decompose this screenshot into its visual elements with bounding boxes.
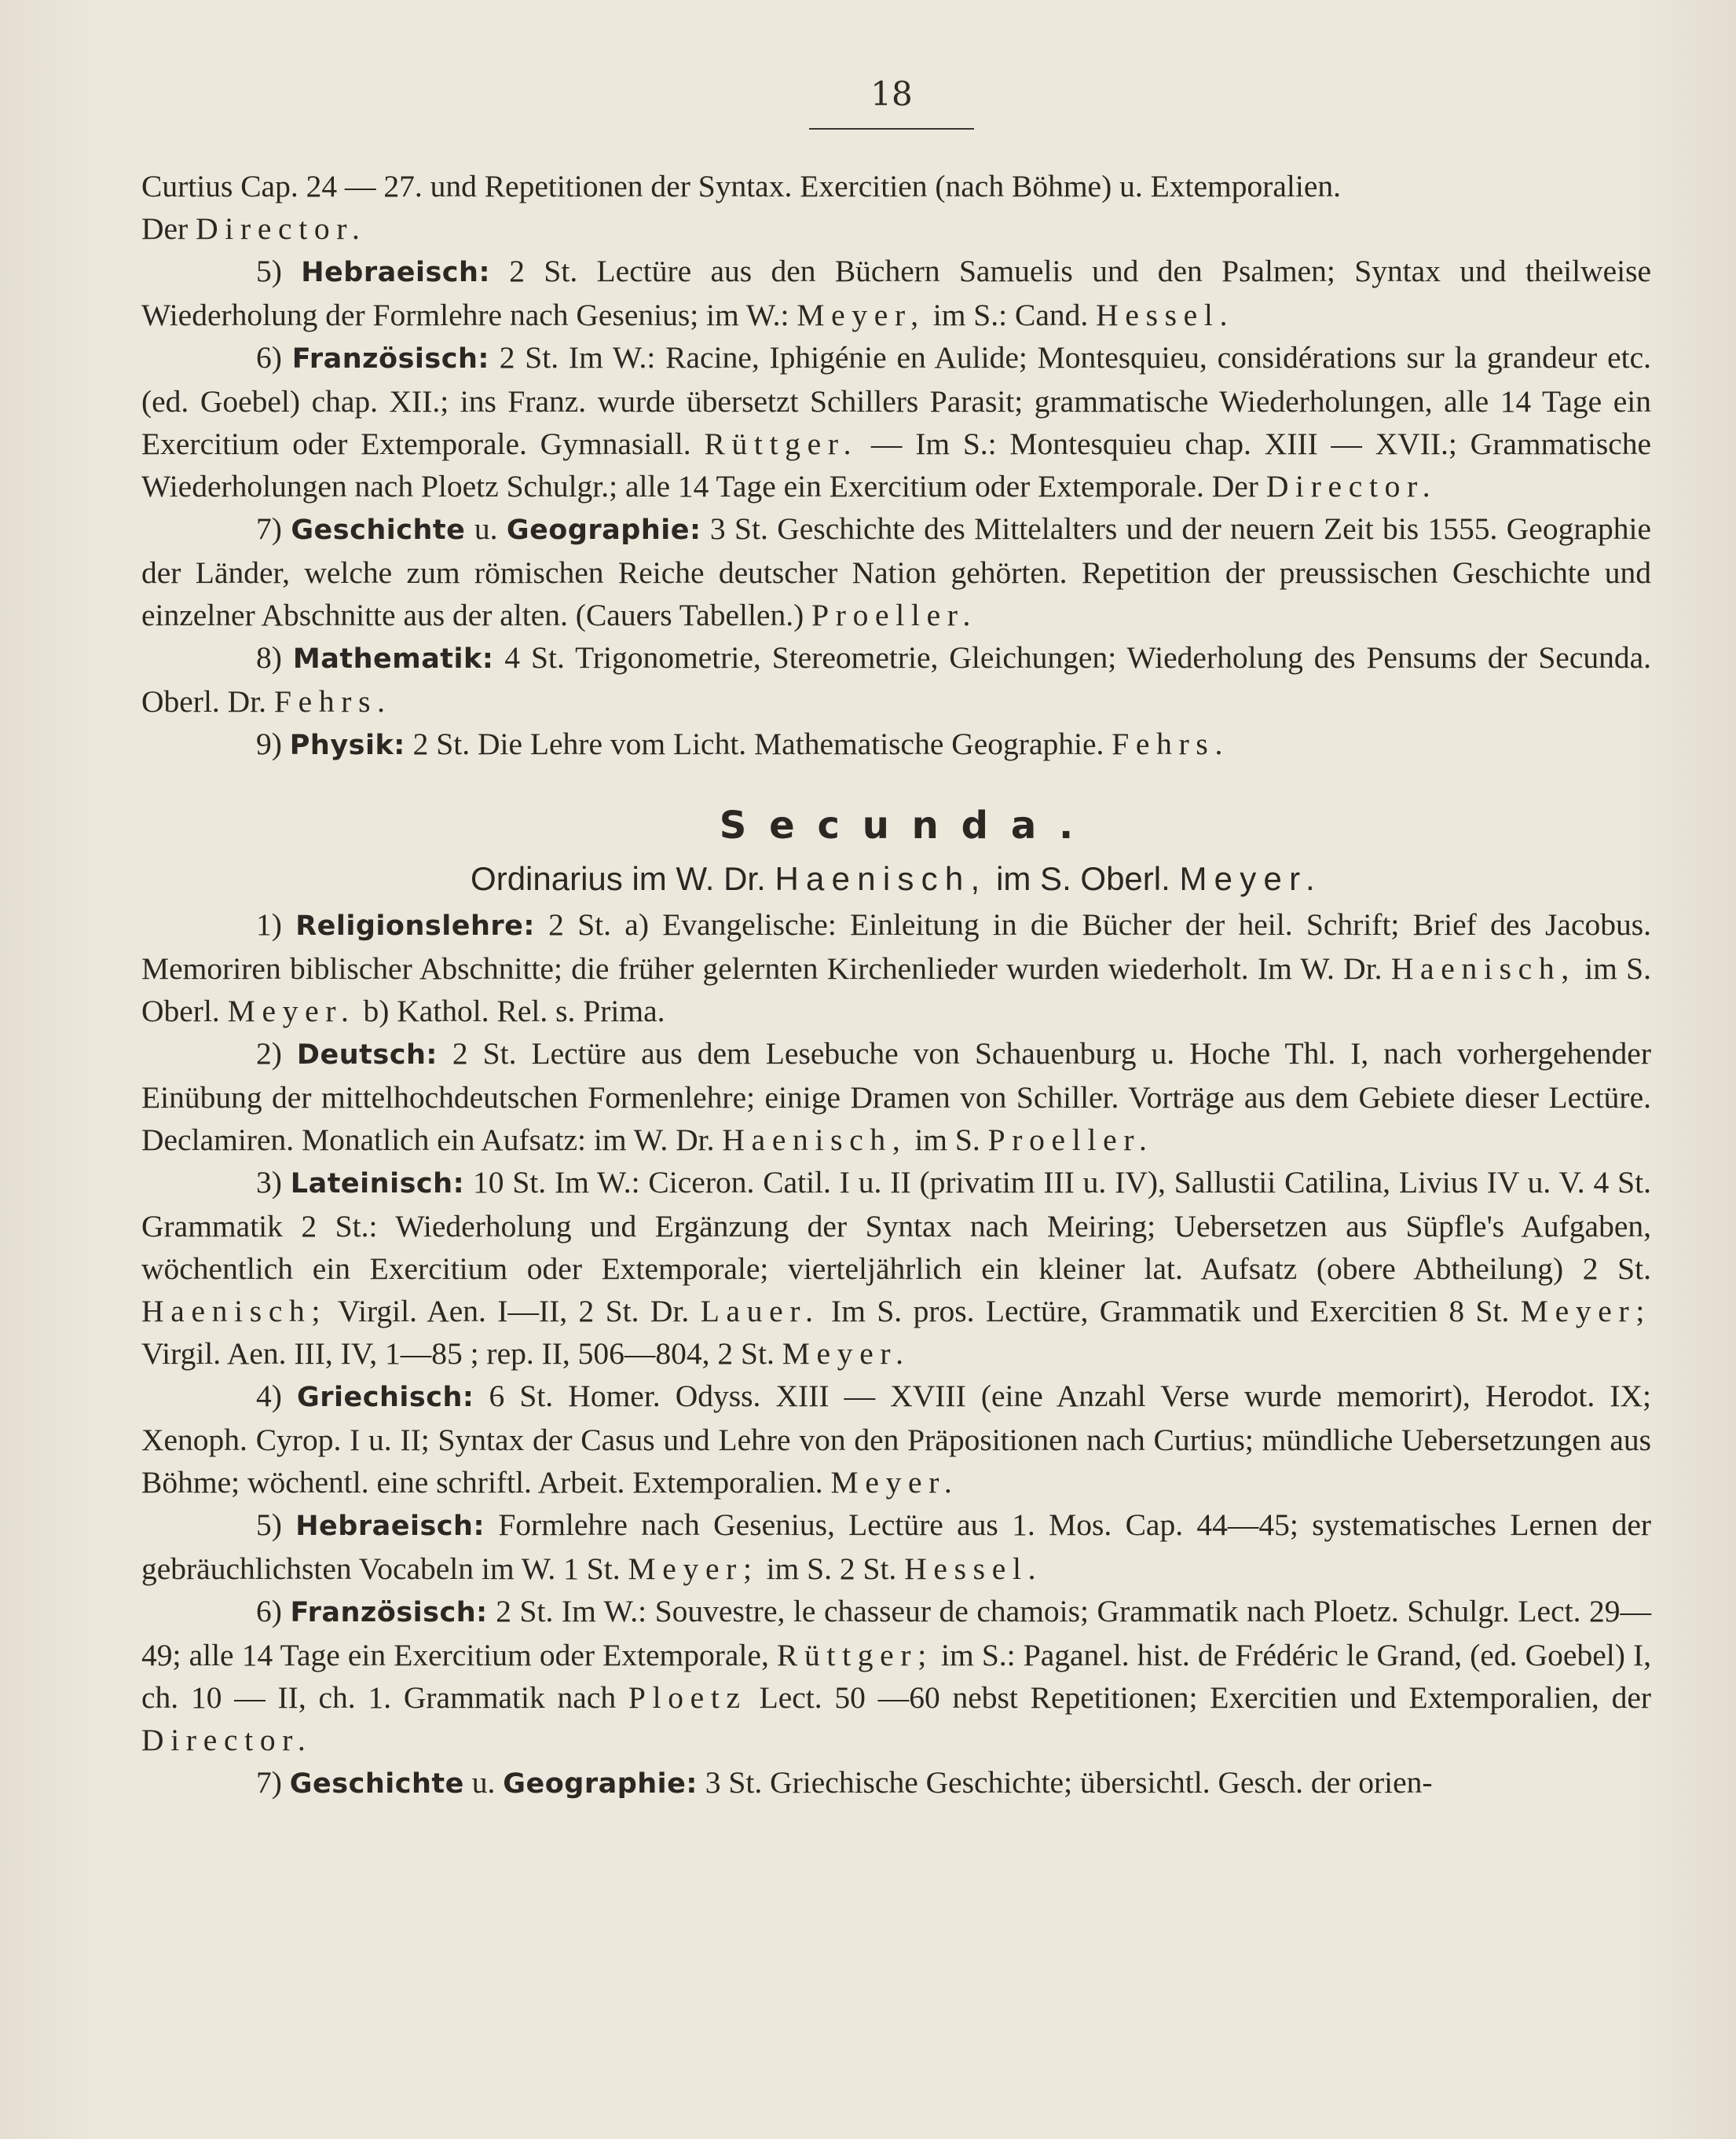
entry-number: 7) — [256, 1765, 282, 1800]
entry-text: im S.: Paganel. hist. de Frédéric le Grand, (ed. Goebel) I, ch. 10 — II, ch. 1. Grammatik nach — [141, 1638, 1652, 1715]
entry-number: 9) — [256, 727, 282, 761]
teacher-name: Meyer. — [227, 994, 356, 1028]
subject-name-2: Geographie: — [506, 515, 701, 546]
header-rule — [809, 128, 974, 130]
entry-text: 2 St. Lectüre aus dem Lesebuche von Schauenburg u. Hoche Thl. I, nach vorhergehender Einübung der mittelhochdeutschen Formenlehre; einige Dramen von Schiller. Vorträge aus dem Gebiete dieser Lectüre. Declamiren. Monatlich ein Aufsatz: im W. Dr. — [141, 1036, 1651, 1157]
entry-text: 2 St. Die Lehre vom Licht. Mathematische Geographie. — [412, 727, 1104, 761]
entry-text: 4 St. Trigonometrie, Stereometrie, Gleichungen; Wiederholung des Pensums der Secunda. Oberl. Dr. — [141, 640, 1652, 719]
entry-text: Formlehre nach Gesenius, Lectüre aus 1. Mos. Cap. 44—45; systematisches Lernen der gebräuchlichsten Vocabeln im W. 1 St. — [141, 1507, 1652, 1586]
subject-entry — [141, 250, 1651, 336]
teacher-name: Rüttger; — [776, 1638, 933, 1672]
teacher-name: Hessel. — [1096, 298, 1235, 332]
entry-text: Lect. 50 —60 nebst Repetitionen; Exercitien und Extemporalien, der — [759, 1680, 1652, 1715]
section-heading: Secunda. — [719, 804, 1097, 848]
entry-text: Virgil. Aen. III, IV, 1—85 ; rep. II, 506—804, 2 St. — [141, 1336, 775, 1371]
entry-number: 5) — [256, 1507, 282, 1542]
teacher-name: Haenisch, — [775, 860, 987, 897]
subject-entry — [141, 636, 1651, 723]
entry-text: b) Kathol. Rel. s. Prima. — [363, 994, 665, 1028]
teacher-name: Meyer; — [628, 1551, 759, 1586]
entry-number: 4) — [256, 1379, 282, 1413]
subject-entry — [141, 507, 1651, 636]
teacher-name: Meyer; — [1520, 1294, 1652, 1328]
subject-join: u. — [471, 1765, 496, 1800]
teacher-name: Ploetz — [628, 1680, 747, 1715]
teacher-name: Fehrs. — [273, 684, 392, 719]
teacher-name: Proeller. — [987, 1123, 1154, 1157]
entry-text: im S.: Cand. — [932, 298, 1089, 332]
subject-name: Religionslehre: — [295, 910, 535, 942]
subject-entry — [141, 723, 1651, 767]
subject-name: Lateinisch: — [290, 1168, 465, 1200]
entry-text: 2 St. Lectüre aus den Büchern Samuelis und den Psalmen; Syntax und theilweise Wiederholung der Formlehre nach Gesenius; im W.: — [141, 254, 1652, 332]
teacher-name: Fehrs. — [1112, 727, 1230, 761]
subject-entry — [141, 336, 1651, 507]
subject-entry — [141, 1590, 1651, 1761]
subject-entry — [141, 1032, 1651, 1161]
entry-text: im S. — [914, 1123, 980, 1157]
subject-name: Deutsch: — [296, 1039, 438, 1071]
entry-number: 3) — [256, 1165, 282, 1200]
subject-name: Geschichte — [291, 515, 466, 546]
subject-name: Französisch: — [291, 343, 489, 375]
entry-number: 1) — [256, 907, 282, 942]
continuation-paragraph — [141, 165, 1651, 250]
entry-text: Im S. pros. Lectüre, Grammatik und Exercitien 8 St. — [831, 1294, 1510, 1328]
entry-number: 2) — [256, 1036, 282, 1071]
subject-name: Hebraeisch: — [295, 1511, 485, 1542]
entry-text: 10 St. Im W.: Ciceron. Catil. I u. II (privatim III u. IV), Sallustii Catilina, Livius IV u. V. 4 St. Grammatik 2 St.: Wiederholung und Ergänzung der Syntax nach Meiring; Uebersetzen aus Süpfle's Aufgaben, wöchentlich ein Exercitium oder Extemporale; vierteljährlich ein kleiner lat. Aufsatz (obere Abtheilung) 2 St. — [141, 1165, 1651, 1286]
entry-number: 8) — [256, 640, 282, 675]
entry-number: 5) — [256, 254, 282, 288]
ordinarius-text: im S. Oberl. — [996, 860, 1170, 897]
teacher-name: Meyer, — [797, 298, 925, 332]
teacher-name: Proeller. — [811, 598, 978, 632]
entry-text: im S. Oberl. — [141, 951, 1652, 1028]
teacher-name: Meyer. — [830, 1465, 959, 1500]
subject-name: Hebraeisch: — [301, 257, 490, 288]
subject-name: Physik: — [289, 730, 405, 761]
teacher-name: Lauer. — [700, 1294, 820, 1328]
entry-number: 7) — [256, 511, 282, 546]
continuation-text-2: Der — [141, 211, 189, 246]
subject-join: u. — [474, 511, 498, 546]
teacher-name: Rüttger. — [704, 427, 859, 461]
entry-text: 3 St. Geschichte des Mittelalters und der neuern Zeit bis 1555. Geographie der Länder, welche zum römischen Reiche deutscher Nation gehörten. Repetition der preussischen Geschichte und einzelner Abschnitte aus der alten. (Cauers Tabellen.) — [141, 511, 1652, 632]
teacher-name: Director. — [196, 211, 367, 246]
subject-name: Mathematik: — [292, 643, 494, 675]
entry-text: — Im S.: Montesquieu chap. XIII — XVII.; Grammatische Wiederholungen nach Ploetz Schulgr.; alle 14 Tage ein Exercitium oder Extemporale. Der — [141, 427, 1652, 504]
teacher-name: Director. — [141, 1723, 313, 1757]
teacher-name: Hessel. — [904, 1551, 1043, 1586]
subject-entry — [141, 1375, 1651, 1504]
ordinarius-text: Ordinarius im W. Dr. — [471, 860, 766, 897]
entry-number: 6) — [256, 1594, 282, 1628]
teacher-name: Haenisch, — [722, 1123, 907, 1157]
entry-text: im S. 2 St. — [766, 1551, 897, 1586]
teacher-name: Haenisch; — [141, 1294, 328, 1328]
entry-text: Virgil. Aen. I—II, 2 St. Dr. — [337, 1294, 690, 1328]
subject-entry — [141, 903, 1651, 1032]
entry-text: 2 St. Im W.: Souvestre, le chasseur de chamois; Grammatik nach Ploetz. Schulgr. Lect. 29—49; alle 14 Tage ein Exercitium oder Extemporale, — [141, 1594, 1652, 1672]
entry-text: 3 St. Griechische Geschichte; übersichtl. Gesch. der orien- — [705, 1765, 1433, 1800]
subject-entry — [141, 1504, 1651, 1590]
ordinarius-line — [141, 858, 1651, 900]
teacher-name: Director. — [1265, 469, 1438, 504]
teacher-name: Meyer. — [1179, 860, 1322, 897]
teacher-name: Haenisch, — [1390, 951, 1576, 986]
subject-name: Griechisch: — [297, 1382, 474, 1413]
subject-entry — [141, 1761, 1651, 1805]
body-text — [141, 165, 1651, 1805]
continuation-text: Curtius Cap. 24 — 27. und Repetitionen der Syntax. Exercitien (nach Böhme) u. Extemporalien. — [141, 169, 1341, 203]
subject-name: Geschichte — [289, 1768, 464, 1800]
entry-number: 6) — [256, 340, 282, 375]
entry-text: 2 St. a) Evangelische: Einleitung in die Bücher der heil. Schrift; Brief des Jacobus. Memoriren biblischer Abschnitte; die früher gelernten Kirchenlieder wurden wiederholt. Im W. Dr. — [141, 907, 1651, 986]
subject-name: Französisch: — [290, 1597, 488, 1628]
subject-name-2: Geographie: — [503, 1768, 698, 1800]
subject-entry — [141, 1161, 1651, 1375]
entry-text: 6 St. Homer. Odyss. XIII — XVIII (eine Anzahl Verse wurde memorirt), Herodot. IX; Xenoph. Cyrop. I u. II; Syntax der Casus und Lehre von den Präpositionen nach Curtius; mündliche Uebersetzungen aus Böhme; wöchentl. eine schriftl. Arbeit. Extemporalien. — [141, 1379, 1652, 1500]
teacher-name: Meyer. — [782, 1336, 910, 1371]
entry-text: 2 St. Im W.: Racine, Iphigénie en Aulide; Montesquieu, considérations sur la grandeur etc. (ed. Goebel) chap. XII.; ins Franz. wurde übersetzt Schillers Parasit; grammatische Wiederholungen, alle 14 Tage ein Exercitium oder Extemporale. Gymnasiall. — [141, 340, 1652, 461]
page-number: 18 — [870, 75, 913, 113]
